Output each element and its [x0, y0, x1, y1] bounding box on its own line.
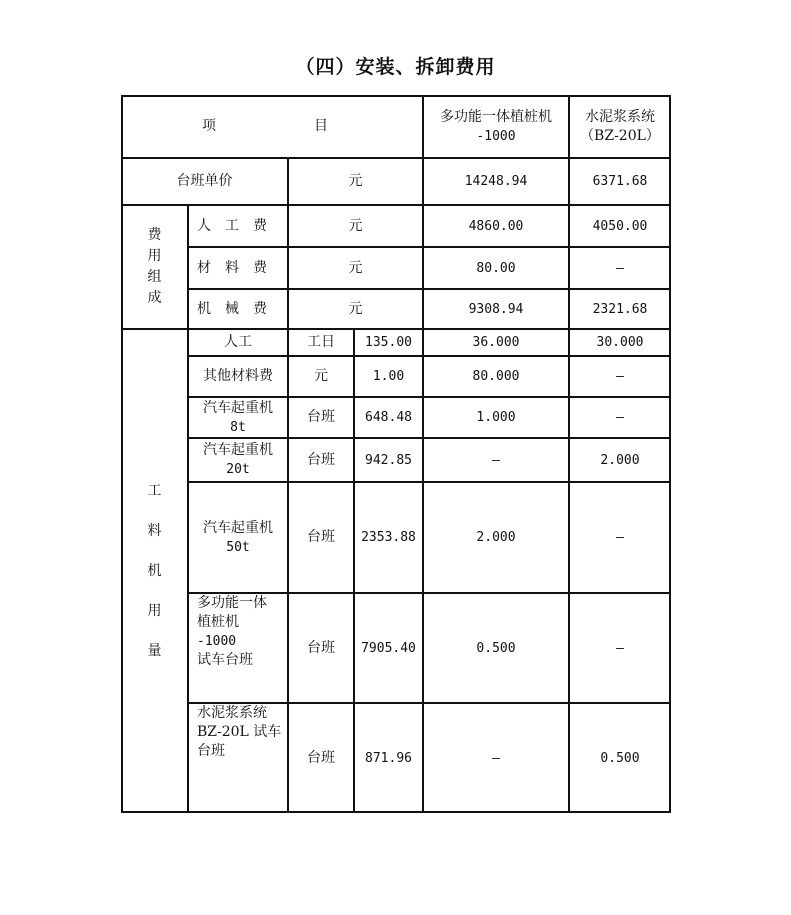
usage-row-col1: 0.500: [423, 593, 569, 703]
usage-row-unit: 台班: [288, 438, 354, 482]
cost-row-col2: 2321.68: [569, 289, 671, 329]
unit-price-label: 台班单价: [121, 158, 288, 205]
usage-row-name: 水泥浆系统 BZ-20L 试车 台班: [188, 703, 288, 813]
cost-row-unit: 元: [288, 205, 423, 247]
usage-row-name: 多功能一体 植桩机 -1000 试车台班: [188, 593, 288, 703]
cost-row-name: 人 工 费: [188, 205, 288, 247]
usage-row-unit: 台班: [288, 482, 354, 593]
usage-row-col2: —: [569, 593, 671, 703]
usage-row-unit: 台班: [288, 703, 354, 813]
usage-row-unit: 工日: [288, 329, 354, 356]
header-item: 项 目: [121, 95, 423, 158]
usage-row-col1: —: [423, 438, 569, 482]
cost-row-unit: 元: [288, 289, 423, 329]
usage-row-name: 人工: [188, 329, 288, 356]
usage-row-col2: 2.000: [569, 438, 671, 482]
usage-group-label: 工 料 机 用 量: [121, 329, 188, 813]
cost-row-col1: 4860.00: [423, 205, 569, 247]
usage-row-price: 942.85: [354, 438, 423, 482]
usage-row-name: 汽车起重机 50t: [188, 482, 288, 593]
cost-row-name: 机 械 费: [188, 289, 288, 329]
usage-row-unit: 元: [288, 356, 354, 397]
cost-row-col2: —: [569, 247, 671, 289]
usage-row-col1: —: [423, 703, 569, 813]
page-title: （四）安装、拆卸费用: [295, 56, 496, 78]
usage-row-price: 1.00: [354, 356, 423, 397]
cost-row-col1: 9308.94: [423, 289, 569, 329]
usage-row-col1: 1.000: [423, 397, 569, 438]
usage-row-col2: 0.500: [569, 703, 671, 813]
unit-price-col2: 6371.68: [569, 158, 671, 205]
usage-row-unit: 台班: [288, 593, 354, 703]
usage-row-col1: 2.000: [423, 482, 569, 593]
usage-row-unit: 台班: [288, 397, 354, 438]
usage-row-col2: —: [569, 356, 671, 397]
usage-row-price: 7905.40: [354, 593, 423, 703]
cost-group-label: 费 用 组 成: [121, 205, 188, 329]
cost-row-unit: 元: [288, 247, 423, 289]
cost-row-name: 材 料 费: [188, 247, 288, 289]
usage-row-col2: —: [569, 397, 671, 438]
usage-row-price: 135.00: [354, 329, 423, 356]
usage-row-price: 2353.88: [354, 482, 423, 593]
usage-row-col2: 30.000: [569, 329, 671, 356]
usage-row-col1: 36.000: [423, 329, 569, 356]
header-col-grout-system: 水泥浆系统 （BZ-20L）: [569, 95, 671, 158]
cost-row-col2: 4050.00: [569, 205, 671, 247]
header-col-pile-machine: 多功能一体植桩机 -1000: [423, 95, 569, 158]
unit-price-col1: 14248.94: [423, 158, 569, 205]
usage-row-col1: 80.000: [423, 356, 569, 397]
unit-price-unit: 元: [288, 158, 423, 205]
usage-row-name: 其他材料费: [188, 356, 288, 397]
usage-row-name: 汽车起重机 20t: [188, 438, 288, 482]
usage-row-price: 871.96: [354, 703, 423, 813]
usage-row-price: 648.48: [354, 397, 423, 438]
cost-row-col1: 80.00: [423, 247, 569, 289]
usage-row-name: 汽车起重机 8t: [188, 397, 288, 438]
usage-row-col2: —: [569, 482, 671, 593]
